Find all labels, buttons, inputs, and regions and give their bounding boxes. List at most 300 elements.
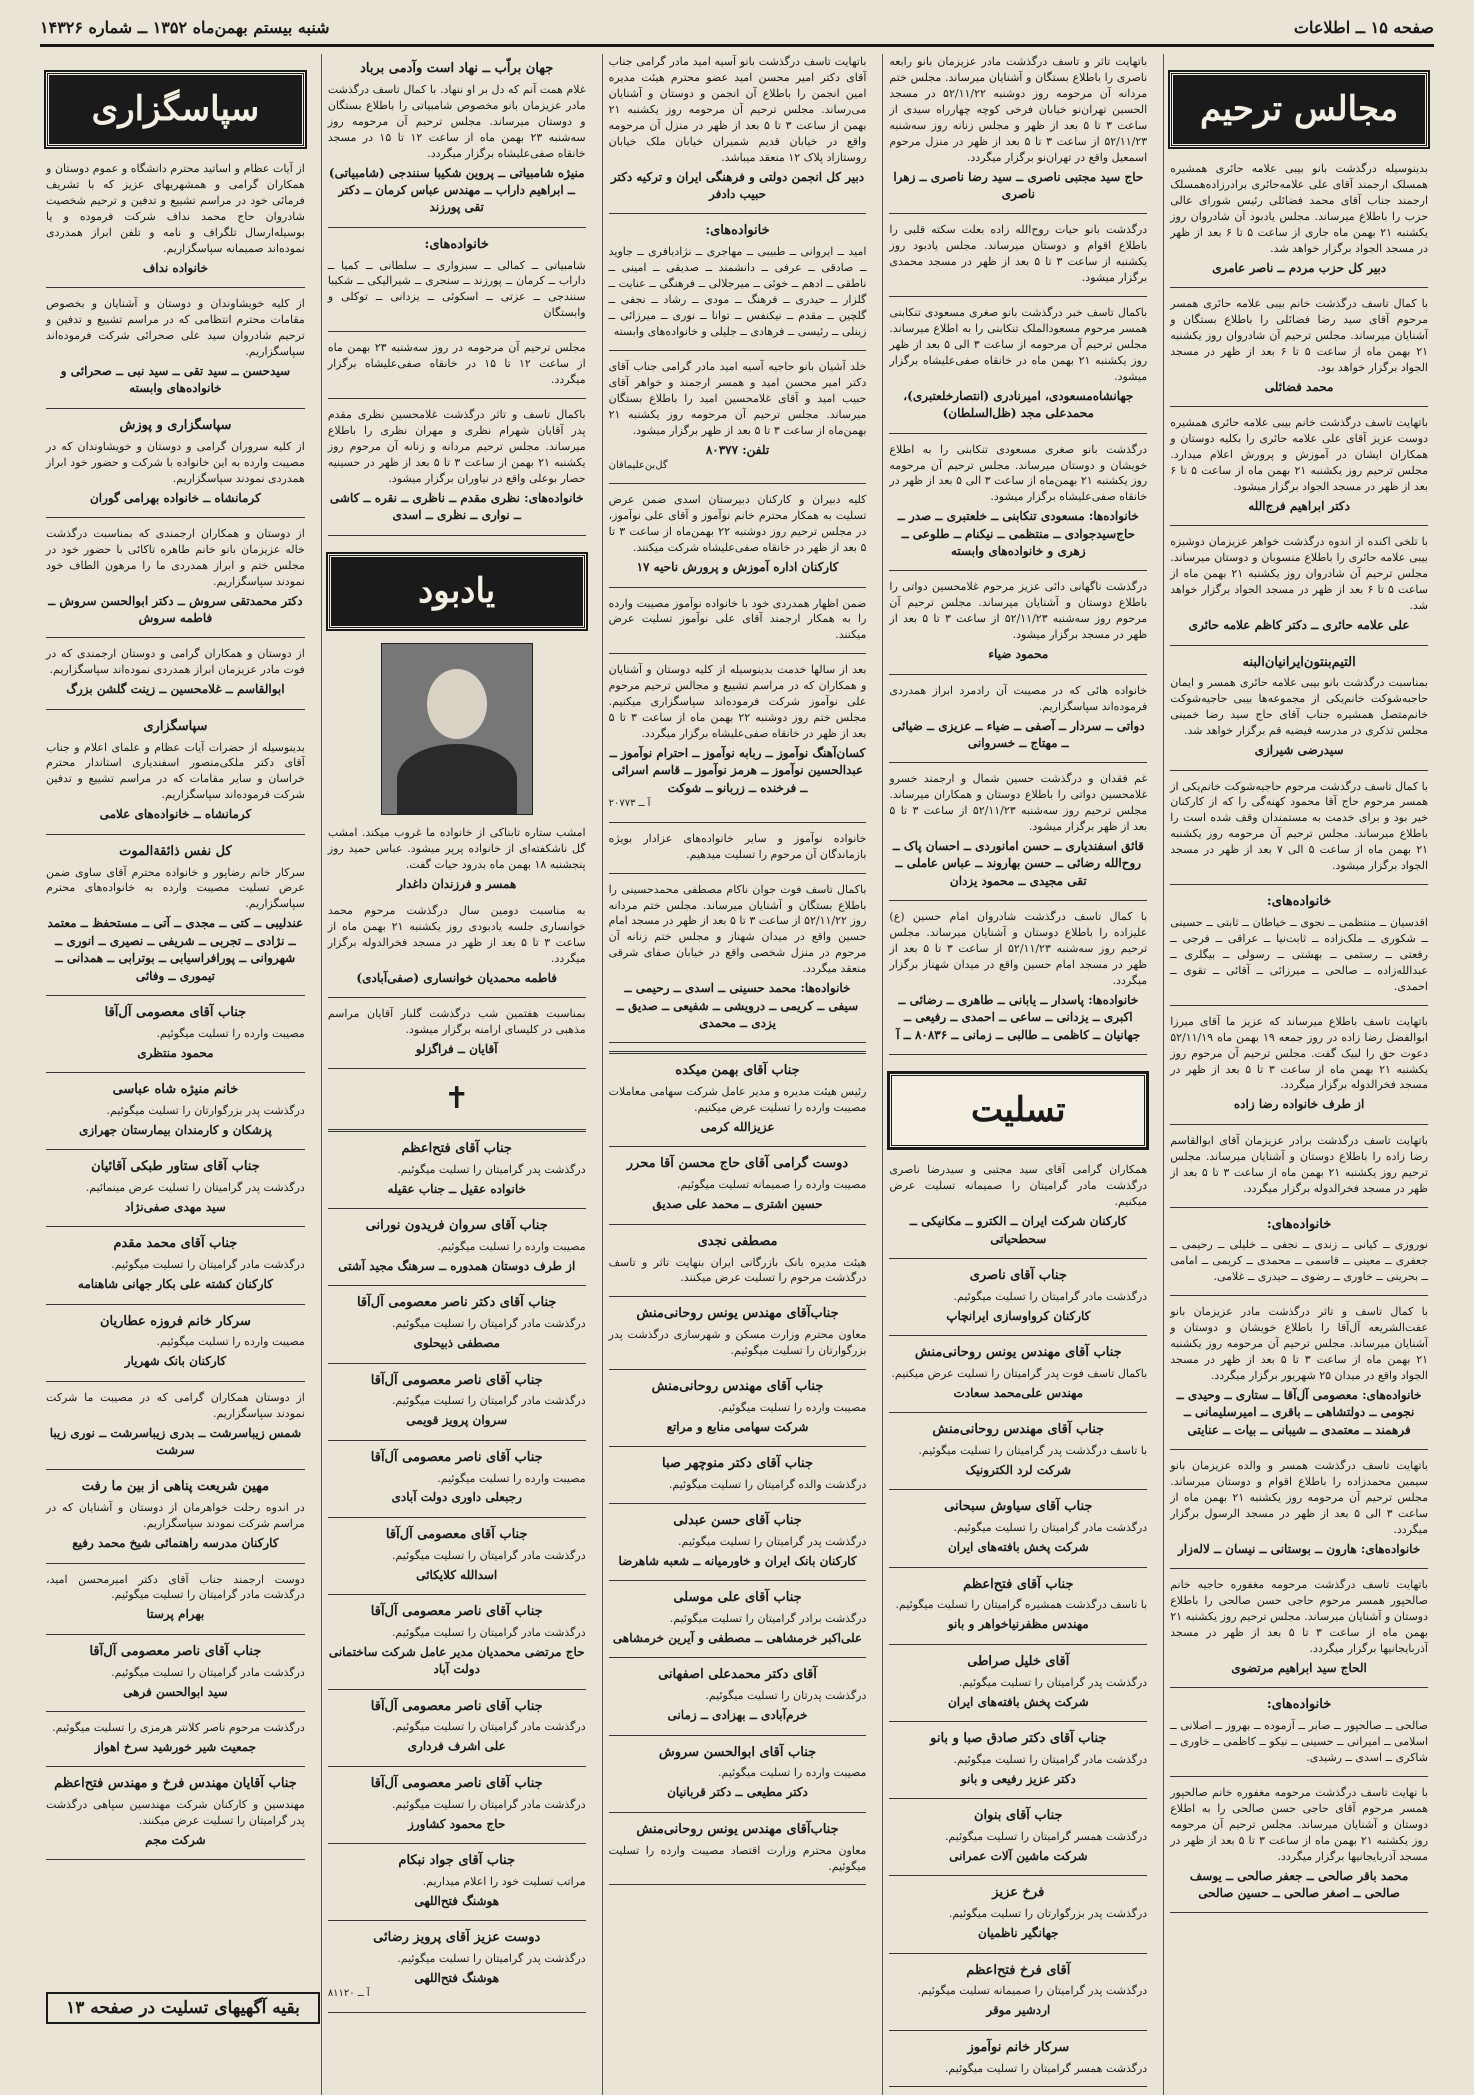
- announcement-signature: ابوالقاسم ــ غلامحسین ــ زینت گلشن بزرگ: [66, 682, 285, 697]
- divider: [1170, 884, 1428, 885]
- divider: [1170, 287, 1428, 288]
- divider: [609, 483, 867, 484]
- announcement-text: درگذشت مادر گرامیتان را تسلیت میگوئیم.: [111, 1258, 305, 1272]
- announcement-signature: خانواده‌ها: مسعودی تنکابنی ــ خلعتبری ــ صدر ــ حاج‌سیدجوادی ــ منتظمی ــ نیکنام ــ طلوعی ــ زهری و خانواده‌های وابسته: [897, 509, 1139, 559]
- announcement-title: جناب آقای ستاور طبکی آقائیان: [91, 1159, 260, 1175]
- divider: [46, 1634, 305, 1635]
- announcement-text: باکمال تاسف و تاثر درگذشت غلامحسین نظری مقدم پدر آقایان شهرام نظری و مهران نظری را باطلاع میرساند. مجلس ترحیم مردانه و زنانه آن مرحوم روز یکشنبه ۲۱ بهمن از ساعت ۳ تا ۵ بعد از ظهر در حسینیه حصار بوعلی واقع در نیاوران برگزار میشود.: [327, 408, 586, 485]
- announcement-text: مجلس ترحیم آن مرحومه در روز سه‌شنبه ۲۳ بهمن ماه از ساعت ۱۲ تا ۱۵ در خانقاه صفی‌علیشاه برگزار میگردد.: [327, 341, 586, 387]
- announcement: [46, 1572, 305, 1624]
- announcement: [609, 1305, 867, 1359]
- announcement: [328, 236, 586, 322]
- announcement: [46, 417, 305, 507]
- announcement: [1170, 893, 1428, 995]
- divider: [328, 1843, 586, 1844]
- announcement-text: بمناسبت درگذشت بانو بیبی علامه حائری همسر و ایمان حاجبه‌شوکت خانم‌یکی از مجموعه‌ها بیبی حاجیه‌شوکت خانم‌متصل همشیره جناب آقای حاج سید رضا خمینی مجلس تذکری در مدرسه فیضیه قم برگزار خواهد شد.: [1170, 676, 1428, 738]
- divider: [1170, 1449, 1428, 1450]
- divider: [609, 350, 867, 351]
- announcement-ref: آ ــ ۲۰۷۷۳: [608, 798, 651, 810]
- announcement-text: مصیبت وارده را تسلیت میگوئیم.: [156, 1335, 305, 1349]
- announcement: [46, 1720, 305, 1756]
- announcement: [328, 1140, 586, 1198]
- announcement-title: دوست عزیز آقای پرویز رضائی: [373, 1930, 541, 1946]
- announcement-signature: دکتر عزیز رفیعی و بانو: [960, 1771, 1076, 1786]
- announcement-text: درگذشت بانو حیات روح‌الله زاده بعلت سکته قلبی را باطلاع اقوام و دوستان میرساند. مجلس یادبود روز یکشنبه از ساعت ۳ تا ۵ بعد از ظهر در مسجد محمدی برگزار میشود.: [889, 223, 1148, 285]
- announcement-title: جناب آقای فتح‌اعظم: [963, 1576, 1074, 1592]
- divider: [328, 1517, 586, 1518]
- announcement-signature: کارکنان کشته علی بکار جهانی شاهنامه: [77, 1277, 273, 1292]
- announcement-title: سپاسگزاری: [143, 718, 208, 734]
- announcement-text: رئیس هیئت مدیره و مدیر عامل شرکت سهامی معاملات مصیبت وارده را تسلیت عرض میکنیم.: [608, 1085, 867, 1115]
- announcement-text: از دوستان همکاران گرامی که در مصیبت ما شرکت نمودند سپاسگزاریم.: [46, 1390, 305, 1420]
- announcement: [889, 1421, 1147, 1479]
- announcement: [1170, 1458, 1428, 1558]
- announcement-signature: منیژه شامبیاتی ــ پروین شکیبا سنندجی (شامبیاتی) ــ ابراهیم داراب ــ مهندس عباس کرمان ــ دکتر تقی پورزند: [328, 165, 585, 215]
- announcement-text: درگذشت مادر گرامیتان را تسلیت میگوئیم.: [111, 1665, 305, 1679]
- announcement: [889, 1267, 1147, 1325]
- announcement-text: بدینوسیله درگذشت بانو بیبی علامه حائری همشیره همسلک ارجمند آقای علی علامه‌حائری برادرزاده‌همسلک ارجمند جناب آقای محمد فضائلی رئیس شورای عالی حزب را باطلاع میرساند. مجلس یادبود آن شادروان روز یکشنبه ۲۱ بهمن ماه جاری از ساعت ۵ تا ۶ بعد از ظهر در مسجد الجواد برگزار خواهد شد.: [1170, 162, 1428, 255]
- announcement: [609, 1155, 867, 1213]
- divider: [889, 674, 1147, 675]
- announcement: [609, 54, 867, 203]
- announcement-text: درگذشت مرحوم ناصر کلانتر هرمزی را تسلیت میگوئیم.: [52, 1720, 305, 1734]
- announcement-text: درگذشت مادر گرامیتان را تسلیت میگوئیم.: [391, 1548, 586, 1562]
- announcement-title: خانواده‌های:: [424, 236, 489, 252]
- announcement-text: درگذشت پدر گرامیتان را تسلیت میگوئیم.: [397, 1162, 586, 1176]
- announcement-text: درگذشت همسر گرامیتان را تسلیت میگوئیم.: [944, 1830, 1148, 1843]
- announcement-text: درگذشت پدر گرامیتان را تسلیت میگوئیم.: [678, 1534, 867, 1548]
- announcement-signature: خانواده‌ها: محمد حسینی ــ اسدی ــ رحیمی ــ سیفی ــ کریمی ــ درویشی ــ شفیعی ــ صدیق ــ یزدی ــ محمدی: [616, 981, 859, 1030]
- announcement-text: از دوستان و همکاران ارجمندی که بمناسبت درگذشت خاله عزیزمان بانو خانم طاهره تاکائی با حضور خود در مجلس ختم و ابراز همدردی ما را مرهون الطاف خود نمودند سپاسگزاریم.: [46, 526, 305, 588]
- divider: [46, 1226, 305, 1227]
- announcement-title: جناب آقای معصومی آل‌آقا: [385, 1526, 528, 1542]
- announcement-text: معاون محترم وزارت مسکن و شهرسازی درگذشت پدر بزرگوارتان را تسلیت میگوئیم.: [608, 1328, 867, 1358]
- announcement-signature: تلفن: ۸۰۳۷۷: [705, 442, 770, 457]
- divider: [889, 1489, 1147, 1490]
- col1-list: [1170, 161, 1428, 1913]
- announcement-signature: رجبعلی داوری دولت آبادی: [391, 1490, 522, 1505]
- announcement-text: درگذشت برادر گرامیتان را تسلیت میگوئیم.: [669, 1612, 867, 1626]
- announcement-text: خلد آشیان بانو حاجیه آسیه امید مادر گرامی جناب آقای دکتر امیر محسن امید و همسر ارجمند و خواهر آقای حبیب امید و آقای غلامحسین امید را باطلاع بستگان میرساند. مجلس ترحیم آن مرحومه روز یکشنبه ۲۱ بهمن‌ماه از ساعت ۳ تا ۵ بعد از ظهر برگزار میشود.: [608, 359, 867, 437]
- divider: [46, 1563, 305, 1564]
- announcement-text: درگذشت پدر گرامیتان را تسلیت عرض مینمائیم.: [85, 1181, 305, 1195]
- divider: [889, 1258, 1147, 1259]
- announcement: [889, 442, 1147, 561]
- announcement-title: سپاسگزاری و پوزش: [119, 417, 232, 433]
- column-5: [40, 54, 311, 2095]
- col3-list: [609, 54, 867, 1043]
- col4b-list: [328, 903, 586, 1069]
- divider: [1170, 770, 1428, 771]
- announcement-signature: کارکنان مدرسه راهنمائی شیخ محمد رفیع: [72, 1536, 279, 1551]
- announcement-signature: دکتر مطیعی ــ دکتر قربانیان: [667, 1785, 808, 1800]
- divider: [46, 517, 305, 518]
- divider: [609, 1657, 867, 1658]
- divider: [889, 1953, 1147, 1954]
- announcement: [328, 1217, 586, 1275]
- announcement-signature: حسین اشتری ــ محمد علی صدیق: [652, 1197, 823, 1212]
- announcement-text: با تاسف درگذشت پدر گرامیتان را تسلیت میگوئیم.: [918, 1444, 1148, 1458]
- announcement-signature: شرکت ماشین آلات عمرانی: [949, 1848, 1088, 1863]
- announcement-signature: کرمانشاه ــ خانواده بهرامی گوران: [89, 490, 261, 505]
- announcement-title: کل نفس ذائقةالموت: [119, 843, 232, 859]
- announcement-text: درگذشت مادر گرامیتان را تسلیت میگوئیم.: [953, 1289, 1148, 1303]
- announcement-signature: محمود ضیاء: [988, 647, 1049, 662]
- announcement-text: درگذشت پدر گرامیتان را صمیمانه تسلیت میگوئیم.: [917, 1984, 1148, 1998]
- announcement: [609, 1512, 867, 1570]
- announcement-text: درگذشت پدر گرامیتان را تسلیت میگوئیم.: [958, 1675, 1148, 1689]
- announcement-signature: دکتر ابراهیم فرج‌الله: [1248, 499, 1350, 514]
- announcement-title: جناب آقای ناصر معصومی آل‌آقا: [89, 1643, 262, 1659]
- divider: [1170, 1776, 1428, 1777]
- divider: [328, 1285, 586, 1286]
- divider: [609, 653, 867, 654]
- announcement-text: درگذشت ناگهانی دائی عزیز مرحوم غلامحسین دواتی را باطلاع دوستان و آشنایان میرساند. مجلس ترحیم آن مرحوم روز سه‌شنبه ۵۲/۱۱/۲۳ از ساعت ۳ تا ۵ بعد از ظهر در مسجد برگزار میشود.: [889, 580, 1148, 642]
- announcement-text: مصیبت وارده را تسلیت میگوئیم.: [437, 1240, 586, 1253]
- divider: [328, 1068, 586, 1069]
- announcement: [1170, 654, 1428, 760]
- divider: [609, 1503, 867, 1504]
- col5-list: [46, 161, 305, 1860]
- announcement: [46, 646, 305, 698]
- divider: [46, 1381, 305, 1382]
- announcement: [328, 1449, 586, 1507]
- divider: [1170, 406, 1428, 407]
- announcement-text: باتهایت تاثر و تاسف درگذشت مادر عزیزمان بانو رابعه ناصری را باطلاع بستگان و آشنایان میرساند. مجلس ختم مردانه آن مرحومه روز دوشنبه ۵۲/۱۱/۲۲ در مسجد الحسین تهران‌نو خیابان فرخی کوچه چهارراه سیدی از ساعت ۳ تا ۵ بعد از ظهر و مجلس زنانه روز سه‌شنبه ۵۲/۱۱/۲۳ از ساعت ۳ تا ۵ بعد از ظهر در منزل مرحوم اسمعیل واقع در تهران‌نو برگزار میگردد.: [889, 55, 1148, 164]
- announcement: [328, 407, 586, 524]
- announcement: [46, 718, 305, 824]
- announcement: [46, 1775, 305, 1849]
- announcement-signature: کرمانشاه ــ خانواده‌های علامی: [99, 807, 252, 822]
- announcement: [609, 1744, 867, 1802]
- announcement-signature: خانواده نداف: [142, 260, 208, 275]
- announcement-signature: محمود منتظری: [137, 1045, 214, 1060]
- divider: [328, 1363, 586, 1364]
- announcement-text: درگذشت والده گرامیتان را تسلیت میگوئیم.: [668, 1478, 867, 1492]
- divider: [328, 227, 586, 228]
- announcement-signature: کارکنان بانک ایران و خاورمیانه ــ شعبه شاهرضا: [618, 1553, 857, 1568]
- announcement: [1170, 534, 1428, 634]
- tasliat-banner: تسلیت: [889, 1073, 1147, 1148]
- announcement-text: غلام همت آنم که دل بر او ننهاد. با کمال تاسف درگذشت مادر عزیزمان بانو مخصوص شامبیاتی را باطلاع بستگان و دوستان میرساند. مجلس ترحیم آن مرحومه روز سه‌شنبه ۲۳ بهمن ماه از ساعت ۱۲ تا ۱۵ در مسجد خانقاه صفی‌علیشاه برگزار میگردد.: [327, 82, 586, 160]
- announcement-text: امید ــ ایروانی ــ طبیبی ــ مهاجری ــ نژادیافری ــ جاوید ــ صادقی ــ عرفی ــ دانشمند ــ صدیقی ــ امینی ــ ناطقی ــ ادهم ــ خوئی ــ میرجلالی ــ فرهنگی ــ عنایت ــ گلزار ــ حیدری ــ فرهنگ ــ مودی ــ رشاد ــ نجفی ــ گلچین ــ مقدم ــ نیکنفس ــ توانا ــ نوری ــ میرزائی ــ زینلی ــ رئیسی ــ فرهادی ــ جلیلی و خانواده‌های وابسته: [608, 245, 867, 338]
- announcement-text: با کمال تاسف درگذشت شادروان امام حسین (ع) علیزاده را باطلاع دوستان و آشنایان میرساند. مجلس ترحیم روز سه‌شنبه ۵۲/۱۱/۲۳ از ساعت ۳ تا ۵ بعد از ظهر در مسجد امام حسین واقع در میدان شهناز برگزار میگردد.: [889, 910, 1148, 987]
- divider: [1170, 1207, 1428, 1208]
- divider: [609, 587, 867, 588]
- announcement-text: باتهایت تاسف درگذشت همسر و والده عزیزمان بانو سیمین محمدزاده را باطلاع اقوام و دوستان میرساند. مجلس ترحیم آن مرحومه روز یکشنبه ۲۱ بهمن ماه از ساعت ۳ الی ۵ بعد از ظهر در مسجد الرسول برگزار میگردد.: [1170, 1459, 1429, 1536]
- yadbood-text: امشب ستاره تابناکی از خانواده ما غروب میکند. امشب گل ناشکفته‌ای از خانواده پرپر میشود. عباس حمید روز پنجشنبه ۱۸ بهمن ماه بدرود حیات گفت. همسر و فرزندان داغدار: [327, 825, 586, 891]
- announcement: [889, 54, 1147, 203]
- announcement-text: خانواده هائی که در مصیبت آن رادمرد ابراز همدردی فرموده‌اند سپاسگزاریم.: [889, 683, 1148, 713]
- divider: [889, 762, 1147, 763]
- announcement-title: جناب آقای ناصری: [969, 1267, 1067, 1283]
- announcement: [609, 596, 867, 644]
- announcement-signature: سروان پرویز قویمی: [406, 1413, 508, 1428]
- announcement-signature: سید مهدی صفی‌نژاد: [124, 1200, 226, 1215]
- announcement-title: آقای فرخ فتح‌اعظم: [966, 1962, 1071, 1978]
- divider: [1170, 645, 1428, 646]
- divider: [889, 1412, 1147, 1413]
- announcement: [889, 683, 1147, 753]
- announcement-title: خانواده‌های:: [1266, 1216, 1332, 1232]
- announcement-title: خانواده‌های:: [1266, 894, 1332, 910]
- announcement: [46, 1390, 305, 1460]
- announcement: [609, 492, 867, 576]
- announcement-title: جناب آقای دکتر منوچهر صبا: [661, 1456, 814, 1472]
- announcement: [1170, 1577, 1428, 1677]
- announcement-signature: اردشیر موقر: [986, 2003, 1051, 2018]
- announcement-title: خانواده‌های:: [705, 223, 770, 239]
- divider: [328, 535, 586, 536]
- announcement: [889, 1162, 1147, 1248]
- announcement-title: جناب آقای فتح‌اعظم: [401, 1140, 512, 1156]
- announcement-signature: جهانشاه‌مسعودی، امیرنادری (انتصارخلعتبری)، محمدعلی مجد (ظل‌السلطان): [903, 388, 1134, 421]
- divider: [609, 1812, 867, 1813]
- issue-date: شنبه بیستم بهمن‌ماه ۱۳۵۲ ــ شماره ۱۴۳۲۶: [40, 17, 330, 37]
- announcement-text: درگذشت پدر بزرگوارتان را تسلیت میگوئیم.: [106, 1103, 305, 1117]
- page-label: صفحه ۱۵ ــ اطلاعات: [1293, 17, 1434, 37]
- announcement-text: باتهایت تاسف درگذشت مرحومه مغفوره حاجیه خانم صالحپور همسر مرحوم حاجی حسن صالحی را باطلاع دوستان و آشنایان میرساند. مجلس ترحیم روز یکشنبه ۲۱ بهمن ماه از ساعت ۳ تا ۵ بعد از ظهر در مسجد آذربایجانیها برگزار میگردد.: [1170, 1578, 1428, 1655]
- announcement: [1170, 779, 1428, 875]
- divider: [889, 1721, 1147, 1722]
- announcement-ref: آ ــ ۸۱۱۲۰: [327, 1988, 370, 2000]
- announcement-text: باکمال تاسف فوت جوان ناکام مصطفی محمدحسینی را باطلاع بستگان و آشنایان میرساند. مجلس ختم مردانه روز ۵۲/۱۱/۲۲ از ساعت ۳ تا ۵ بعد از ظهر در مسجد امام حسین واقع در میدان شهناز و مجلس ختم زنانه آن مرحوم در منزل شخصی واقع در خیابان صفای شرقی منعقد میگردد.: [608, 882, 867, 976]
- divider: [46, 1149, 305, 1150]
- announcement-text: با تلخی اکنده از اندوه درگذشت خواهر عزیزمان دوشیزه بیبی علامه حائری را باطلاع منسوبان و دوستان میرساند. مجلس ترحیم آن شادروان روز یکشنبه ۲۱ بهمن ماه از ساعت ۵ تا ۶ بعد از ظهر در مسجد الجواد برگزار خواهد شد.: [1170, 535, 1428, 613]
- announcement-signature: خانواده‌های: هارون ــ بوستانی ــ نیسان ــ لاله‌زار: [1177, 1541, 1421, 1556]
- announcement-text: درگذشت مادر گرامیتان را تسلیت میگوئیم.: [391, 1720, 586, 1734]
- announcement: [889, 1576, 1147, 1634]
- announcement-text: از کلیه خویشاوندان و دوستان و آشنایان و بخصوص مقامات محترم انتظامی که در مراسم تشییع و تدفین و ترحیم شادروان سید علی صحرائی شرکت فرموده‌اند سپاسگزاریم.: [46, 297, 305, 359]
- announcement-signature: خانواده عقیل ــ جناب عقیله: [387, 1181, 526, 1196]
- announcement-text: باتهایت تاسف درگذشت بانو آسیه امید مادر گرامی جناب آقای دکتر امیر محسن امید عضو محترم هیئت مدیره امین انجمن را باطلاع آن انجمن و دوستان و آشنایان می‌رساند. مجلس ترحیم آن مرحومه روز یکشنبه ۲۱ بهمن از ساعت ۳ تا ۵ بعد از ظهر در منزل آن مرحومه واقع در خیابان قدیم شمیران خیابان ملک خیابان روستازاد پلاک ۱۲ منعقد میباشد.: [608, 55, 867, 164]
- announcement-title: جناب آقای ابوالحسن سروش: [658, 1744, 817, 1760]
- announcement: [46, 161, 305, 277]
- announcement-text: درگذشت مادر گرامیتان را تسلیت میگوئیم.: [391, 1797, 586, 1811]
- announcement-signature: جهانگیر ناظمیان: [978, 1926, 1059, 1941]
- yadbood-banner: یادبود: [328, 554, 586, 629]
- divider: [889, 1054, 1147, 1055]
- announcement-signature: از طرف خانواده رضا زاده: [1233, 1097, 1365, 1112]
- announcement-signature: دبیر کل حزب مردم ــ ناصر عامری: [1212, 260, 1387, 275]
- divider: [889, 2086, 1147, 2087]
- announcement: [889, 579, 1147, 663]
- divider: [46, 287, 305, 288]
- divider: [609, 1146, 867, 1147]
- divider: [328, 1594, 586, 1595]
- divider: [609, 213, 867, 214]
- announcement: [889, 771, 1147, 890]
- announcement-title: جناب آقای ناصر معصومی آل‌آقا: [370, 1449, 543, 1465]
- announcement-text: بعد از سالها خدمت بدینوسیله از کلیه دوستان و آشنایان و همکاران که در مراسم تشییع و مجالس ترحیم مرحوم علی نوآموز شرکت فرموده‌اند سپاسگزاری میکنیم. مجلس ختم روز دوشنبه ۲۲ بهمن ماه از ساعت ۳ تا ۵ بعد از ظهر در خانقاه صفی‌علیشاه برگزار میگردد.: [608, 663, 867, 741]
- divider: [889, 1798, 1147, 1799]
- announcement-signature: الحاج سید ابراهیم مرتضوی: [1231, 1660, 1367, 1675]
- announcement-text: صالحی ــ صالحپور ــ صابر ــ آزموده ــ بهروز ــ اصلانی ــ اسلامی ــ امیرانی ــ حسینی ــ نیکو ــ کاظمی ــ خاوری ــ شاکری ــ اسدی ــ رشیدی.: [1170, 1719, 1428, 1764]
- announcement: [1170, 161, 1428, 277]
- announcement-text: سرکار خانم رضاپور و خانواده محترم آقای ساوی ضمن عرض تسلیت مصیبت وارده به خانواده‌های محترم سپاسگزاریم.: [46, 865, 305, 911]
- sepas-banner: سپاسگزاری: [46, 72, 305, 147]
- announcement: [889, 1653, 1147, 1711]
- announcement-text: با کمال تاسف درگذشت خانم بیبی علامه حائری همسر مرحوم آقای سید رضا فضائلی را باطلاع بستگان و آشنایان میرساند. مجلس ترحیم آن شادروان روز یکشنبه ۲۱ بهمن ماه از ساعت ۵ تا ۶ بعد از ظهر در مسجد الجواد برگزار خواهد بود.: [1170, 297, 1429, 375]
- announcement-signature: پزشکان و کارمندان بیمارستان جهرازی: [78, 1122, 272, 1137]
- announcement-text: مهندسین و کارکنان شرکت مهندسین سپاهی درگذشت پدر گرامیتان را تسلیت عرض میکنند.: [46, 1798, 305, 1828]
- announcement-signature: حاج مرتضی محمدیان مدیر عامل شرکت ساختمانی دولت آباد: [328, 1644, 585, 1677]
- announcement: [609, 222, 867, 339]
- announcement-title: آقای دکتر محمدعلی اصفهانی: [658, 1667, 817, 1683]
- announcement: [46, 1313, 305, 1371]
- announcement: [328, 1294, 586, 1352]
- announcement-text: از آیات عظام و اساتید محترم دانشگاه و عموم دوستان و همکاران گرامی و همشهریهای عزیز که با تشریف فرمائی خود در مراسم تشییع و تدفین و ترحیم شخصیت شادروان حاج محمد نداف شرکت فرموده و یا بوسیله‌ارسال تلگراف و نامه و تلفن ابراز همدردی نموده‌اند صمیمانه سپاسگزاریم.: [46, 162, 305, 255]
- tasliat-col2-list: [889, 1162, 1147, 2087]
- announcement-title: جناب آقای حسن عبدلی: [673, 1513, 802, 1529]
- announcement-signature: قائق اسفندیاری ــ حسن امانوردی ــ احسان پاک ــ روح‌الله رضائی ــ حسن بهاروند ــ عباس عاملی ــ تقی مجیدی ــ محمود یزدان: [892, 839, 1144, 888]
- divider: [609, 1296, 867, 1297]
- announcement-text: به مناسبت دومین سال درگذشت مرحوم محمد خوانساری جلسه یادبودی روز یکشنبه ۲۱ بهمن ماه از ساعت ۳ تا ۵ بعد از ظهر در مسجد فخرالدوله برگزار میگردد.: [327, 904, 586, 965]
- announcement-title: خانم منیژه شاه عباسی: [112, 1082, 239, 1098]
- col4-list: [328, 60, 586, 536]
- announcement-text: اقدسیان ــ منتظمی ــ نجوی ــ خیاطان ــ ثابتی ــ حسینی ــ شکوری ــ ملک‌زاده ــ ثابت‌نیا ــ عراقی ــ فرجی ــ رفعتی ــ رستمی ــ بهشتی ــ رسولی ــ بیگلری ــ عبدالله‌زاده ــ صالحی ــ میرزائی ــ آقائی ــ تقوی ــ احمدی.: [1170, 916, 1428, 993]
- divider: [609, 873, 867, 874]
- announcement-text: درگذشت مادر گرامیتان را تسلیت میگوئیم.: [391, 1317, 586, 1331]
- announcement: [46, 843, 305, 985]
- announcement-text: درگذشت مادر گرامیتان را تسلیت میگوئیم.: [953, 1521, 1148, 1535]
- announcement-signature: آقایان ــ فراگزلو: [415, 1042, 498, 1057]
- announcement: [609, 1589, 867, 1647]
- announcement-text: درگذشت پدرتان را تسلیت میگوئیم.: [705, 1689, 867, 1703]
- announcement-text: بمناسبت هفتمین شب درگذشت گلبار آقایان مراسم مذهبی در کلیسای ارامنه برگزار میشود.: [327, 1007, 586, 1037]
- announcement-text: ضمن اظهار همدردی خود با خانواده نوآموز مصیبت وارده را به همکار ارجمند آقای علی نوآموز تسلیت عرض میکنند.: [608, 596, 867, 642]
- announcement-title: جناب آقایان مهندس فرخ و مهندس فتح‌اعظم: [54, 1776, 297, 1792]
- divider: [889, 1567, 1147, 1568]
- announcement-signature: خانواده‌ها: پاسدار ــ یابانی ــ طاهری ــ رضائی ــ اکبری ــ یزدانی ــ ساعی ــ احمدی ــ رفیعی ــ جهانیان ــ کاظمی ــ طالبی ــ زمانی ــ ۸۰۸۳۶ ــ آ: [896, 992, 1141, 1042]
- divider: [1170, 1295, 1428, 1296]
- announcement-text: با کمال تاسف درگذشت مرحوم حاجیه‌شوکت خانم‌یکی از همسر مرحوم حاج آقا محمود کهنه‌گی را که از کارکنان خیر بود و برای خدمت به مستمندان وقف شده است را باطلاع میرساند. مجلس ترحیم آن مرحومه روز یکشنبه ۲۱ بهمن ماه از ساعت ۵ الی ۷ بعد از ظهر در مسجد الجواد برگزار میشود.: [1170, 779, 1429, 873]
- announcement: [1170, 1304, 1428, 1439]
- divider: [609, 1051, 867, 1054]
- announcement-title: جناب آقای جواد نبکام: [398, 1852, 515, 1868]
- announcement-signature: محمد باقر صالحی ــ جعفر صالحی ــ یوسف صالحی ــ اصغر صالحی ــ حسین صالحی: [1189, 1868, 1409, 1900]
- announcement-text: کلیه دبیران و کارکنان دبیرستان اسدی ضمن عرض تسلیت به همکار محترم خانم نوآموز و آقای علی نوآموز، در مجلس ترحیم روز دوشنبه ۲۲ بهمن‌ماه از ساعت ۳ تا ۵ بعد از ظهر در خانقاه صفی‌علیشاه شرکت میکنند.: [608, 493, 867, 555]
- announcement-title: جناب آقای مهندس روحانی‌منش: [932, 1422, 1105, 1438]
- announcement: [609, 662, 867, 811]
- announcement: [889, 1807, 1147, 1865]
- divider: [328, 997, 586, 998]
- announcement-title: جناب آقای ناصر معصومی آل‌آقا: [370, 1698, 543, 1714]
- announcement-signature: شمس زیباسرشت ــ بدری زیباسرشت ــ نوری زیبا سرشت: [49, 1425, 302, 1458]
- announcement-text: از دوستان و همکاران گرامی و دوستان ارجمندی که در فوت مادر عزیزمان ابراز همدردی نموده‌اند سپاسگزاریم.: [46, 647, 305, 677]
- announcement-signature: بهرام پرستا: [146, 1607, 205, 1622]
- announcement-text: با تاسف درگذشت همشیره گرامیتان را تسلیت میگوئیم.: [895, 1598, 1148, 1612]
- announcement: [1170, 1216, 1428, 1286]
- announcement-text: درگذشت مادر گرامیتان را تسلیت میگوئیم.: [953, 1752, 1148, 1766]
- announcement-title: جناب آقای سیاوش سبحانی: [944, 1499, 1093, 1515]
- announcement: [46, 296, 305, 398]
- announcement: [328, 1852, 586, 1910]
- announcement: [609, 1233, 867, 1287]
- announcement-signature: شرکت پخش بافته‌های ایران: [947, 1540, 1089, 1555]
- divider: [328, 1766, 586, 1767]
- majales-banner: مجالس ترحیم: [1170, 72, 1428, 147]
- announcement: [46, 1478, 305, 1552]
- portrait-head: [427, 669, 487, 739]
- divider: [1170, 1912, 1428, 1913]
- announcement: [1170, 1785, 1428, 1902]
- announcement-signature: هوشنگ فتح‌اللهی: [414, 1893, 500, 1908]
- announcement-text: مصیبت وارده را تسلیت میگوئیم.: [718, 1766, 867, 1780]
- announcement-signature: کسان‌آهنگ‌ نوآموز ــ ربابه نوآموز ــ احترام نوآموز ــ عبدالحسین نوآموز ــ هرمز نوآموز ــ قاسم اسرائی ــ فرخنده ــ زربانو ــ شوکت: [609, 746, 866, 795]
- announcement-signature: سیدحسن ــ سید تقی ــ سید نبی ــ صحرائی و خانواده‌های وابسته: [60, 364, 291, 396]
- announcement-text: باکمال تاسف خبر درگذشت بانو صغری مسعودی تنکابنی همسر مرحوم مسعودالملک تنکابنی را به اطلاع میرساند. مجلس ترحیم آن مرحومه از ساعت ۳ الی ۵ بعد از ظهر روز یکشنبه ۲۱ بهمن ماه در خانقاه صفی‌علیشاه برگزار میشود.: [889, 306, 1148, 383]
- divider: [1170, 1687, 1428, 1688]
- col2-list: [889, 54, 1147, 1055]
- announcement-signature: سید ابوالحسن فرهی: [123, 1684, 228, 1699]
- divider: [609, 822, 867, 823]
- announcement: [889, 1344, 1147, 1402]
- announcement-signature: کارکنان شرکت ایران ــ الکترو ــ مکانیکی ــ سحطحیاتی: [909, 1214, 1127, 1246]
- announcement-title: جناب آقای ناصر معصومی آل‌آقا: [370, 1372, 543, 1388]
- announcement: [889, 1884, 1147, 1942]
- announcement-signature: شرکت پخش بافته‌های ایران: [947, 1694, 1089, 1709]
- columns: [40, 54, 1434, 2075]
- announcement-signature: خرم‌آبادی ــ بهزادی ــ زمانی: [667, 1708, 808, 1723]
- announcement: [1170, 1014, 1428, 1114]
- announcement-text: مصیبت وارده را صمیمانه تسلیت میگوئیم.: [676, 1178, 867, 1192]
- announcement-text: از کلیه سروران گرامی و دوستان و خویشاوندان که در مصیبت وارده به این خانواده با شرکت و حضور خود ابراز همدردی نمودند سپاسگزاریم.: [46, 439, 305, 485]
- announcement: [328, 1372, 586, 1430]
- announcement-signature: خانواده‌های: نظری مقدم ــ ناظری ــ نقره ــ کاشی ــ نواری ــ نظری ــ اسدی: [329, 490, 584, 523]
- announcement-title: جهان براّب ــ نهاد است وآدمی برباد: [360, 61, 554, 76]
- announcement-signature: حاج محمود کشاورز: [408, 1816, 506, 1831]
- divider: [46, 1766, 305, 1767]
- divider: [46, 637, 305, 638]
- announcement-text: غم فقدان و درگذشت حسین شمال و ارجمند خسرو غلامحسین دواتی را باطلاع دوستان و همکاران میرساند. مجلس ترحیم روز سه‌شنبه ۵۲/۱۱/۲۳ از ساعت ۳ تا ۵ بعد از ظهر برگزار میشود.: [889, 772, 1148, 834]
- announcement-text: درگذشت همسر گرامیتان را تسلیت میگوئیم.: [944, 2061, 1148, 2075]
- divider: [1170, 1005, 1428, 1006]
- announcement-text: درگذشت پدر بزرگوارتان را تسلیت میگوئیم.: [948, 1907, 1148, 1921]
- divider: [609, 1580, 867, 1581]
- announcement-title: جناب‌آقای مهندس یونس روحانی‌منش: [636, 1306, 839, 1322]
- announcement: [328, 60, 586, 217]
- column-3: [602, 54, 873, 2095]
- announcement: [1170, 296, 1428, 396]
- announcement-text: با کمال تاسف و تاثر درگذشت مادر عزیزمان بانو عفت‌الشریعه آل‌آقا را باطلاع خویشان و دوستان و آشنایان میرساند. مجلس ترحیم آن مرحومه روز یکشنبه ۲۱ بهمن ماه از ساعت ۳ تا ۵ بعد از ظهر در مسجد الجواد واقع در میدان ۲۵ شهریور برگزار میگردد.: [1170, 1305, 1429, 1382]
- announcement: [1170, 415, 1428, 515]
- announcement-signature: علی‌اکبر خرمشاهی ــ مصطفی و آیرین خرمشاهی: [612, 1631, 863, 1645]
- portrait-photo: [381, 643, 533, 815]
- divider: [46, 709, 305, 710]
- divider: [1170, 1124, 1428, 1125]
- announcement: [46, 1158, 305, 1216]
- announcement-title: فرخ عزیز: [992, 1885, 1045, 1901]
- announcement: [328, 340, 586, 388]
- divider: [46, 1072, 305, 1073]
- announcement: [609, 1666, 867, 1724]
- announcement-text: در اندوه رحلت خواهرمان از دوستان و آشنایان که در مراسم شرکت نمودند سپاسگزاریم.: [46, 1501, 305, 1531]
- announcement-signature: عزیزالله کرمی: [700, 1120, 775, 1135]
- announcement-text: مصیبت وارده را تسلیت میگوئیم.: [718, 1400, 867, 1414]
- announcement-title: جناب آقای معصومی آل‌آقا: [104, 1004, 247, 1020]
- divider: [889, 1644, 1147, 1645]
- announcement: [889, 1730, 1147, 1788]
- announcement-title: جناب آقای دکتر ناصر معصومی آل‌آقا: [356, 1295, 557, 1311]
- divider: [889, 213, 1147, 214]
- announcement-text: مراتب تسلیت خود را اعلام میداریم.: [422, 1874, 586, 1888]
- announcement-text: دوست ارجمند جناب آقای دکتر امیرمحسن امید، درگذشت مادر گرامیتان را تسلیت میگوئیم.: [46, 1572, 305, 1602]
- announcement: [328, 1526, 586, 1584]
- announcement-signature: مهندس علی‌محمد سعادت: [953, 1385, 1084, 1400]
- announcement: [328, 1603, 586, 1679]
- announcement-title: مصطفی نجدی: [697, 1233, 778, 1249]
